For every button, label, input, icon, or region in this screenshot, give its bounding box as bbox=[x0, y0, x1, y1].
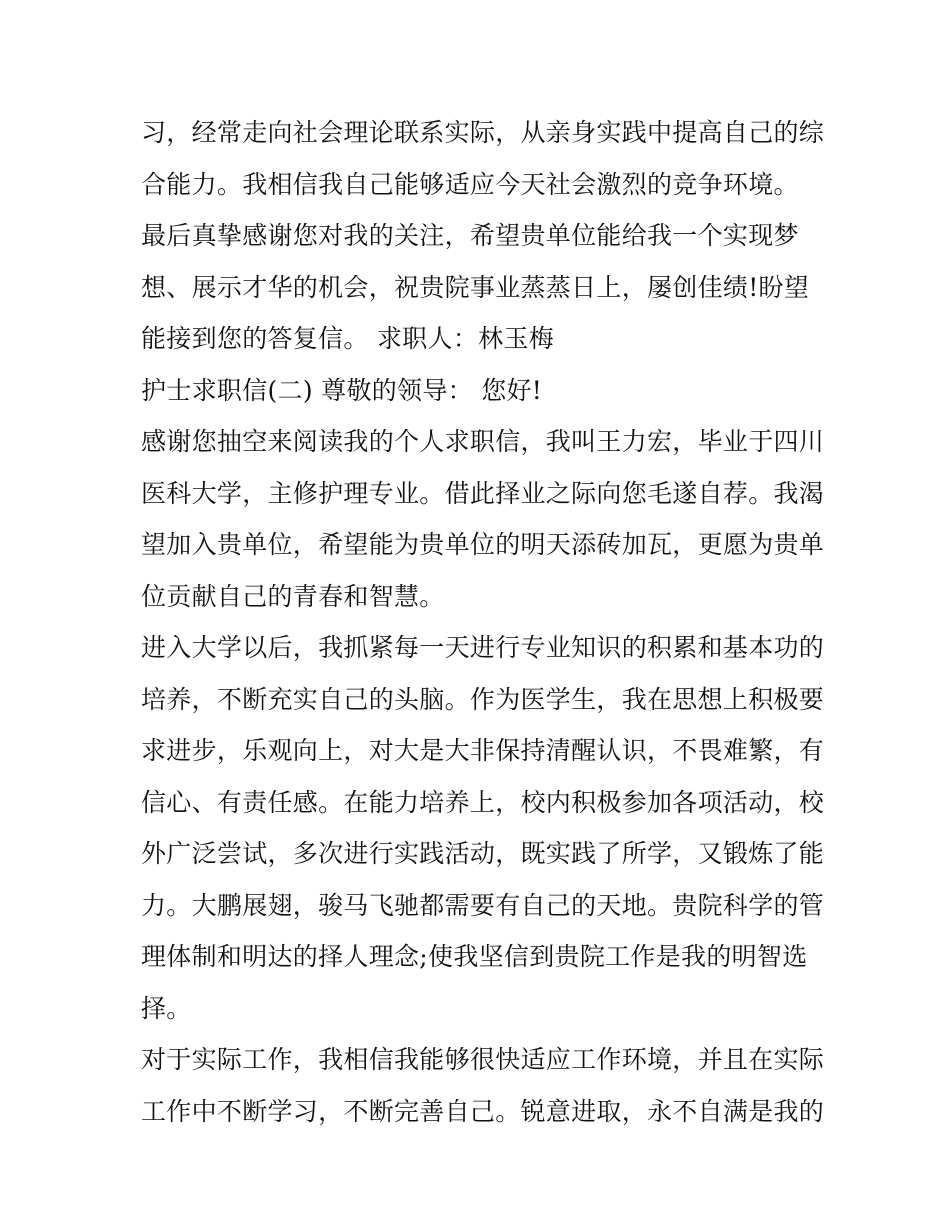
letter-body bbox=[141, 107, 825, 1137]
text-line: 进入大学以后，我抓紧每一天进行专业知识的积累和基本功的 bbox=[141, 633, 825, 662]
text-line: 求进步，乐观向上，对大是大非保持清醒认识，不畏难繁，有 bbox=[141, 736, 825, 765]
section-heading-line: 护士求职信(二) 尊敬的领导： 您好! bbox=[141, 375, 543, 405]
text-line: 择。 bbox=[141, 993, 192, 1023]
text-line: 对于实际工作，我相信我能够很快适应工作环境，并且在实际 bbox=[141, 1045, 825, 1074]
text-line: 医科大学，主修护理专业。借此择业之际向您毛遂自荐。我渴 bbox=[141, 478, 825, 508]
text-line: 感谢您抽空来阅读我的个人求职信，我叫王力宏，毕业于四川 bbox=[141, 427, 825, 456]
text-line: 外广泛尝试，多次进行实践活动，既实践了所学，又锻炼了能 bbox=[141, 839, 825, 868]
signature-line: 能接到您的答复信。 求职人：林玉梅 bbox=[141, 324, 555, 353]
text-line: 最后真挚感谢您对我的关注，希望贵单位能给我一个实现梦 bbox=[141, 221, 799, 250]
text-line: 信心、有责任感。在能力培养上，校内积极参加各项活动，校 bbox=[141, 787, 825, 817]
text-line: 习，经常走向社会理论联系实际，从亲身实践中提高自己的综 bbox=[141, 118, 825, 147]
text-line: 位贡献自己的青春和智慧。 bbox=[141, 581, 445, 611]
text-line: 理体制和明达的择人理念;使我坚信到贵院工作是我的明智选 bbox=[141, 942, 808, 971]
text-line: 望加入贵单位，希望能为贵单位的明天添砖加瓦，更愿为贵单 bbox=[141, 530, 825, 559]
text-line: 想、展示才华的机会，祝贵院事业蒸蒸日上，屡创佳绩!盼望 bbox=[141, 272, 810, 302]
text-line: 工作中不断学习，不断完善自己。锐意进取，永不自满是我的 bbox=[141, 1096, 825, 1126]
text-line: 合能力。我相信我自己能够适应今天社会激烈的竞争环境。 bbox=[141, 169, 799, 199]
text-line: 培养，不断充实自己的头脑。作为医学生，我在思想上积极要 bbox=[141, 684, 825, 714]
text-line: 力。大鹏展翅，骏马飞驰都需要有自己的天地。贵院科学的管 bbox=[141, 890, 825, 920]
